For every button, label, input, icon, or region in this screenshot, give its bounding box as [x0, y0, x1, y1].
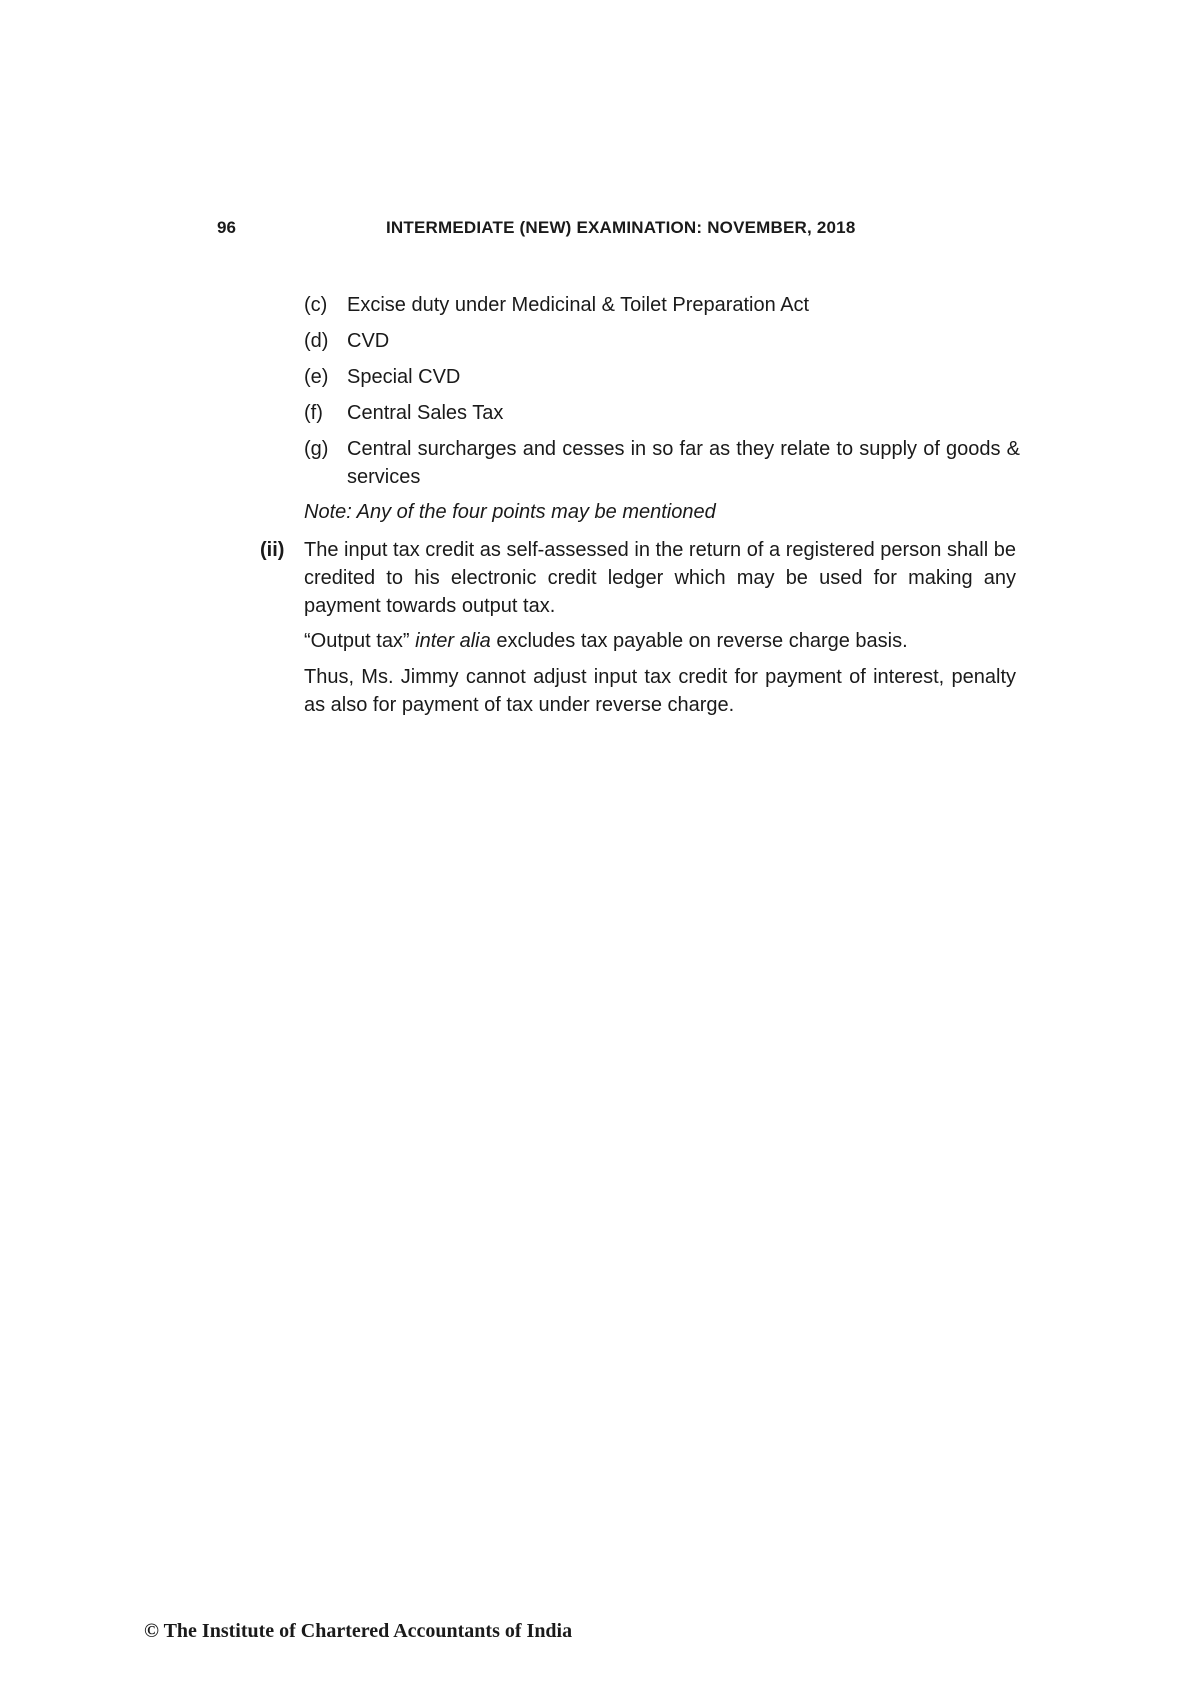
part-ii-paragraph-2: [304, 627, 1016, 655]
paragraph-2-end: excludes tax payable on reverse charge basis.: [490, 630, 908, 652]
running-title: INTERMEDIATE (NEW) EXAMINATION: NOVEMBER, 2018: [386, 218, 856, 237]
list-item: [304, 327, 1020, 355]
part-ii-paragraph-3: Thus, Ms. Jimmy cannot adjust input tax credit for payment of interest, penalty as also for payment of tax under reverse charge.: [304, 666, 1016, 716]
list-item-text: Special CVD: [347, 366, 461, 388]
list-item-label: (c): [304, 294, 328, 316]
list-item: [304, 399, 1020, 427]
list-item-label: (g): [304, 438, 329, 460]
list-item-text: Central Sales Tax: [347, 402, 504, 424]
list-item: [304, 291, 1020, 319]
list-item-label: (d): [304, 330, 329, 352]
list-item-text: Excise duty under Medicinal & Toilet Preparation Act: [347, 294, 810, 316]
list-item: [304, 363, 1020, 391]
note-text: Note: Any of the four points may be mentioned: [304, 501, 716, 523]
list-item-text: Central surcharges and cesses in so far as they relate to supply of goods & services: [347, 438, 1020, 488]
paragraph-2-start: “Output tax”: [304, 630, 416, 652]
inter-alia-italic: inter alia: [415, 630, 491, 652]
page-number: 96: [217, 218, 236, 237]
part-ii-paragraph-1: The input tax credit as self-assessed in the return of a registered person shall be credited to his electronic credit ledger which may be used for making any payment towards output tax.: [304, 539, 1016, 617]
list-item-label: (e): [304, 366, 329, 388]
part-ii-label: (ii): [260, 539, 285, 561]
copyright-footer: © The Institute of Chartered Accountants of India: [144, 1620, 573, 1642]
list-item-label: (f): [304, 402, 323, 424]
list-item-text: CVD: [347, 330, 390, 352]
list-item: [304, 435, 1020, 491]
